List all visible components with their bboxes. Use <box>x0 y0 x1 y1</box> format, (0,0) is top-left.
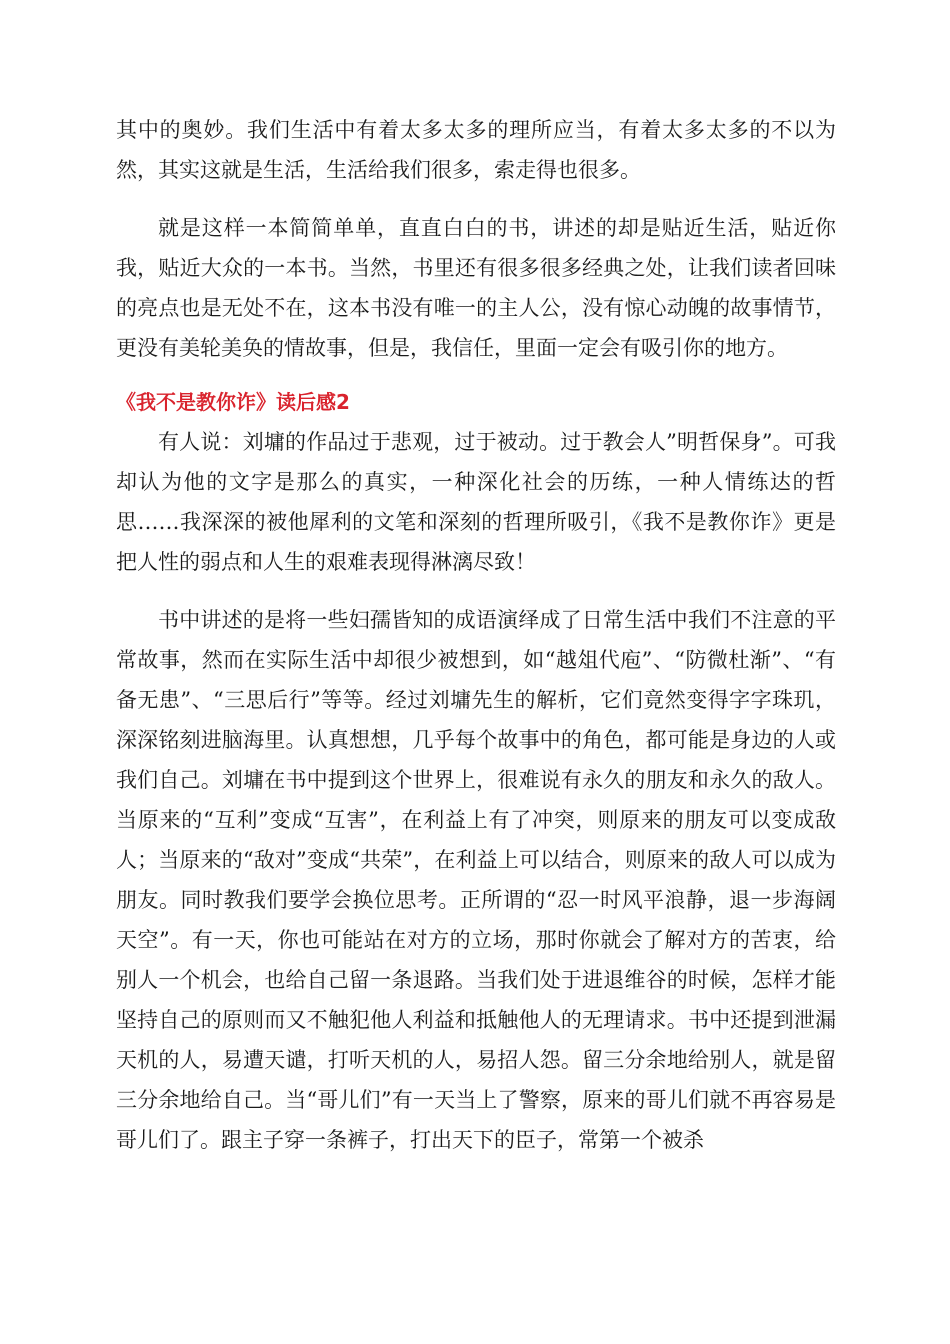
body-paragraph: 就是这样一本简简单单，直直白白的书，讲述的却是贴近生活，贴近你我，贴近大众的一本书。当然，书里还有很多很多经典之处，让我们读者回味的亮点也是无处不在，这本书没有唯一的主人公，没有惊心动魄的故事情节，更没有美轮美奂的情故事，但是，我信任，里面一定会有吸引你的地方。 <box>116 216 836 360</box>
section-heading: 《我不是教你诈》读后感2 <box>116 390 350 414</box>
body-paragraph-continued: 其中的奥妙。我们生活中有着太多太多的理所应当，有着太多太多的不以为然，其实这就是生活，生活给我们很多，索走得也很多。 <box>116 118 836 182</box>
body-paragraph: 有人说：刘墉的作品过于悲观，过于被动。过于教会人”明哲保身”。可我却认为他的文字是那么的真实，一种深化社会的历练，一种人情练达的哲思……我深深的被他犀利的文笔和深刻的哲理所吸引，《我不是教你诈》更是把人性的弱点和人生的艰难表现得淋漓尽致！ <box>116 430 836 574</box>
body-paragraph: 书中讲述的是将一些妇孺皆知的成语演绎成了日常生活中我们不注意的平常故事，然而在实际生活中却很少被想到，如“越俎代庖”、“防微杜渐”、“有备无患”、“三思后行”等等。经过刘墉先生的解析，它们竟然变得字字珠玑，深深铭刻进脑海里。认真想想，几乎每个故事中的角色，都可能是身边的人或我们自己。刘墉在书中提到这个世界上，很难说有永久的朋友和永久的敌人。当原来的“互利”变成“互害”，在利益上有了冲突，则原来的朋友可以变成敌人；当原来的“敌对”变成“共荣”，在利益上可以结合，则原来的敌人可以成为朋友。同时教我们要学会换位思考。正所谓的“忍一时风平浪静，退一步海阔天空”。有一天，你也可能站在对方的立场，那时你就会了解对方的苦衷，给别人一个机会，也给自己留一条退路。当我们处于进退维谷的时候，怎样才能坚持自己的原则而又不触犯他人利益和抵触他人的无理请求。书中还提到泄漏天机的人，易遭天谴，打听天机的人，易招人怨。留三分余地给别人，就是留三分余地给自己。当“哥儿们”有一天当上了警察，原来的哥儿们就不再容易是哥儿们了。跟主子穿一条裤子，打出天下的臣子，常第一个被杀 <box>116 608 836 1152</box>
document-body <box>116 110 836 1160</box>
